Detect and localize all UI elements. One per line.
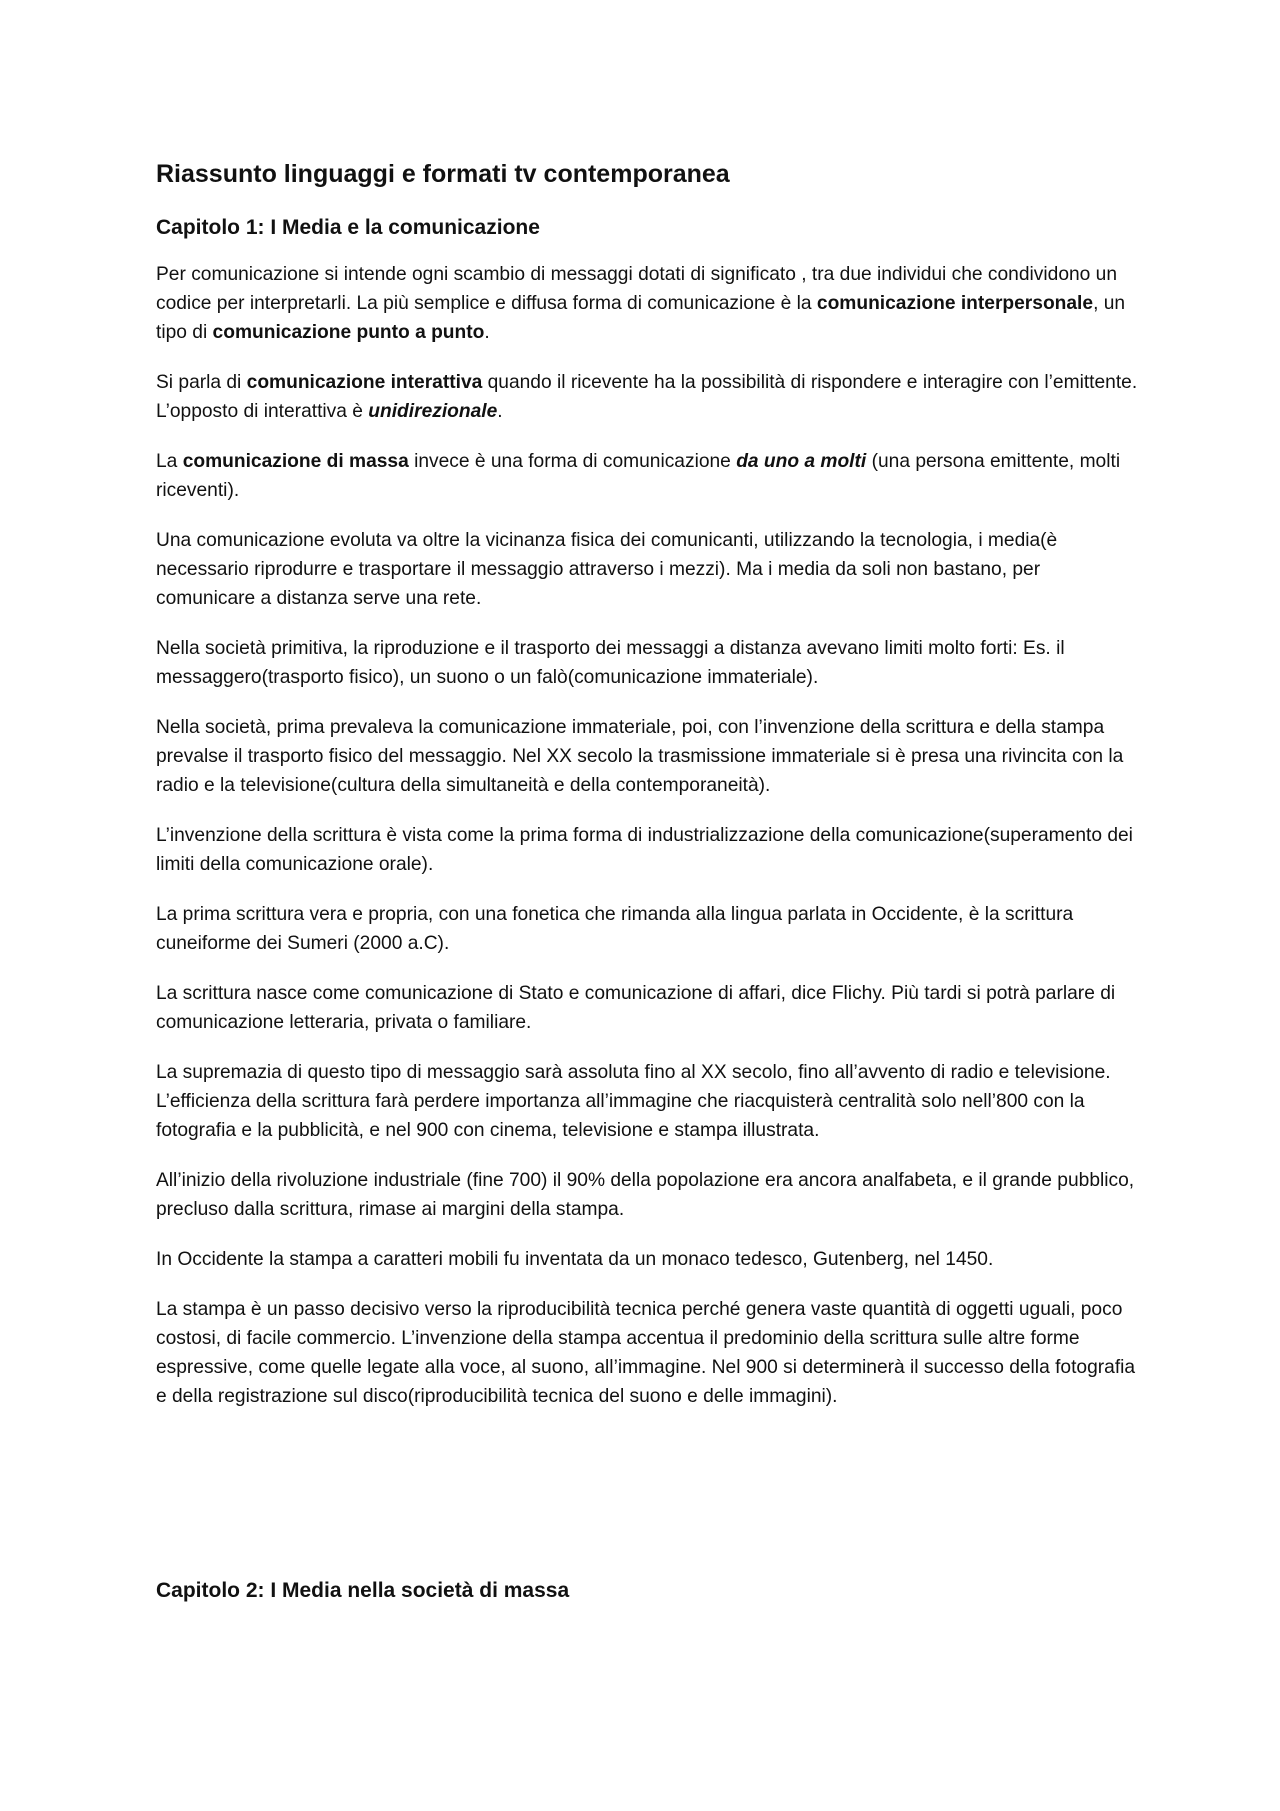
p2-text-c: quando il ricevente ha la possibilità di rispondere e interagire con l’emittente. L’opposto di interattiva è — [156, 372, 1138, 422]
paragraph-12: In Occidente la stampa a caratteri mobili fu inventata da un monaco tedesco, Gutenberg, nel 1450. — [156, 1249, 994, 1270]
paragraph-11: All’inizio della rivoluzione industriale (fine 700) il 90% della popolazione era ancora analfabeta, e il grande pubblico, precluso dalla scrittura, rimase ai margini della stampa. — [156, 1170, 1135, 1220]
p3-text-d: (una persona emittente, molti riceventi). — [156, 451, 1121, 501]
p3-text-a: La — [156, 451, 183, 472]
paragraph-5: Nella società primitiva, la riproduzione e il trasporto dei messaggi a distanza avevano limiti molto forti: Es. il messaggero(trasporto fisico), un suono o un falò(comunicazione immateriale). — [156, 638, 1065, 688]
document-page — [156, 158, 1141, 1432]
document-title: Riassunto linguaggi e formati tv contemporanea — [156, 160, 730, 188]
p1-text-d: . — [484, 322, 490, 343]
paragraph-7: L’invenzione della scrittura è vista come la prima forma di industrializzazione della comunicazione(superamento dei limiti della comunicazione orale). — [156, 825, 1133, 875]
paragraph-6: Nella società, prima prevaleva la comunicazione immateriale, poi, con l’invenzione della scrittura e della stampa prevalse il trasporto fisico del messaggio. Nel XX secolo la trasmissione immateriale si è presa una rivincita con la radio e la televisione(cultura della simultaneità e della contemporaneità). — [156, 717, 1124, 796]
p2-text-a: Si parla di — [156, 372, 247, 393]
p1-text-a: Per comunicazione si intende ogni scambio di messaggi dotati di significato , tra due individui che condividono un codice per interpretarli. La più semplice e diffusa forma di comunicazione è la — [156, 264, 1118, 314]
p3-text-c: invece è una forma di comunicazione — [408, 451, 737, 472]
paragraph-10: La supremazia di questo tipo di messaggio sarà assoluta fino al XX secolo, fino all’avvento di radio e televisione. L’efficienza della scrittura farà perdere importanza all’immagine che riacquisterà centralità solo nell’800 con la fotografia e la pubblicità, e nel 900 con cinema, televisione e stampa illustrata. — [156, 1062, 1111, 1141]
chapter-2-heading: Capitolo 2: I Media nella società di massa — [156, 1579, 570, 1603]
paragraph-4: Una comunicazione evoluta va oltre la vicinanza fisica dei comunicanti, utilizzando la tecnologia, i media(è necessario riprodurre e trasportare il messaggio attraverso i mezzi). Ma i media da soli non bastano, per comunicare a distanza serve una rete. — [156, 530, 1058, 609]
p1-bold-punto-a-punto: comunicazione punto a punto — [212, 322, 485, 343]
p3-bold-massa: comunicazione di massa — [182, 451, 409, 472]
paragraph-9: La scrittura nasce come comunicazione di Stato e comunicazione di affari, dice Flichy. Più tardi si potrà parlare di comunicazione letteraria, privata o familiare. — [156, 983, 1116, 1033]
paragraph-13: La stampa è un passo decisivo verso la riproducibilità tecnica perché genera vaste quantità di oggetti uguali, poco costosi, di facile commercio. L’invenzione della stampa accentua il predominio della scrittura sulle altre forme espressive, come quelle legate alla voce, al suono, all’immagine. Nel 900 si determinerà il successo della fotografia e della registrazione sul disco(riproducibilità tecnica del suono e delle immagini). — [156, 1299, 1136, 1407]
chapter-1-heading: Capitolo 1: I Media e la comunicazione — [156, 216, 540, 239]
p2-text-d: . — [497, 401, 503, 422]
paragraph-3 — [156, 447, 1141, 505]
p2-bold-interattiva: comunicazione interattiva — [246, 372, 483, 393]
p3-bolditalic-da-uno-a-molti: da uno a molti — [736, 451, 867, 472]
paragraph-1 — [156, 260, 1141, 347]
p2-bolditalic-unidirezionale: unidirezionale — [368, 401, 498, 422]
p1-text-c: , un tipo di — [156, 293, 1126, 343]
p1-bold-interpersonale: comunicazione interpersonale — [816, 293, 1094, 314]
paragraph-2 — [156, 368, 1141, 426]
paragraph-8: La prima scrittura vera e propria, con una fonetica che rimanda alla lingua parlata in Occidente, è la scrittura cuneiforme dei Sumeri (2000 a.C). — [156, 904, 1074, 954]
